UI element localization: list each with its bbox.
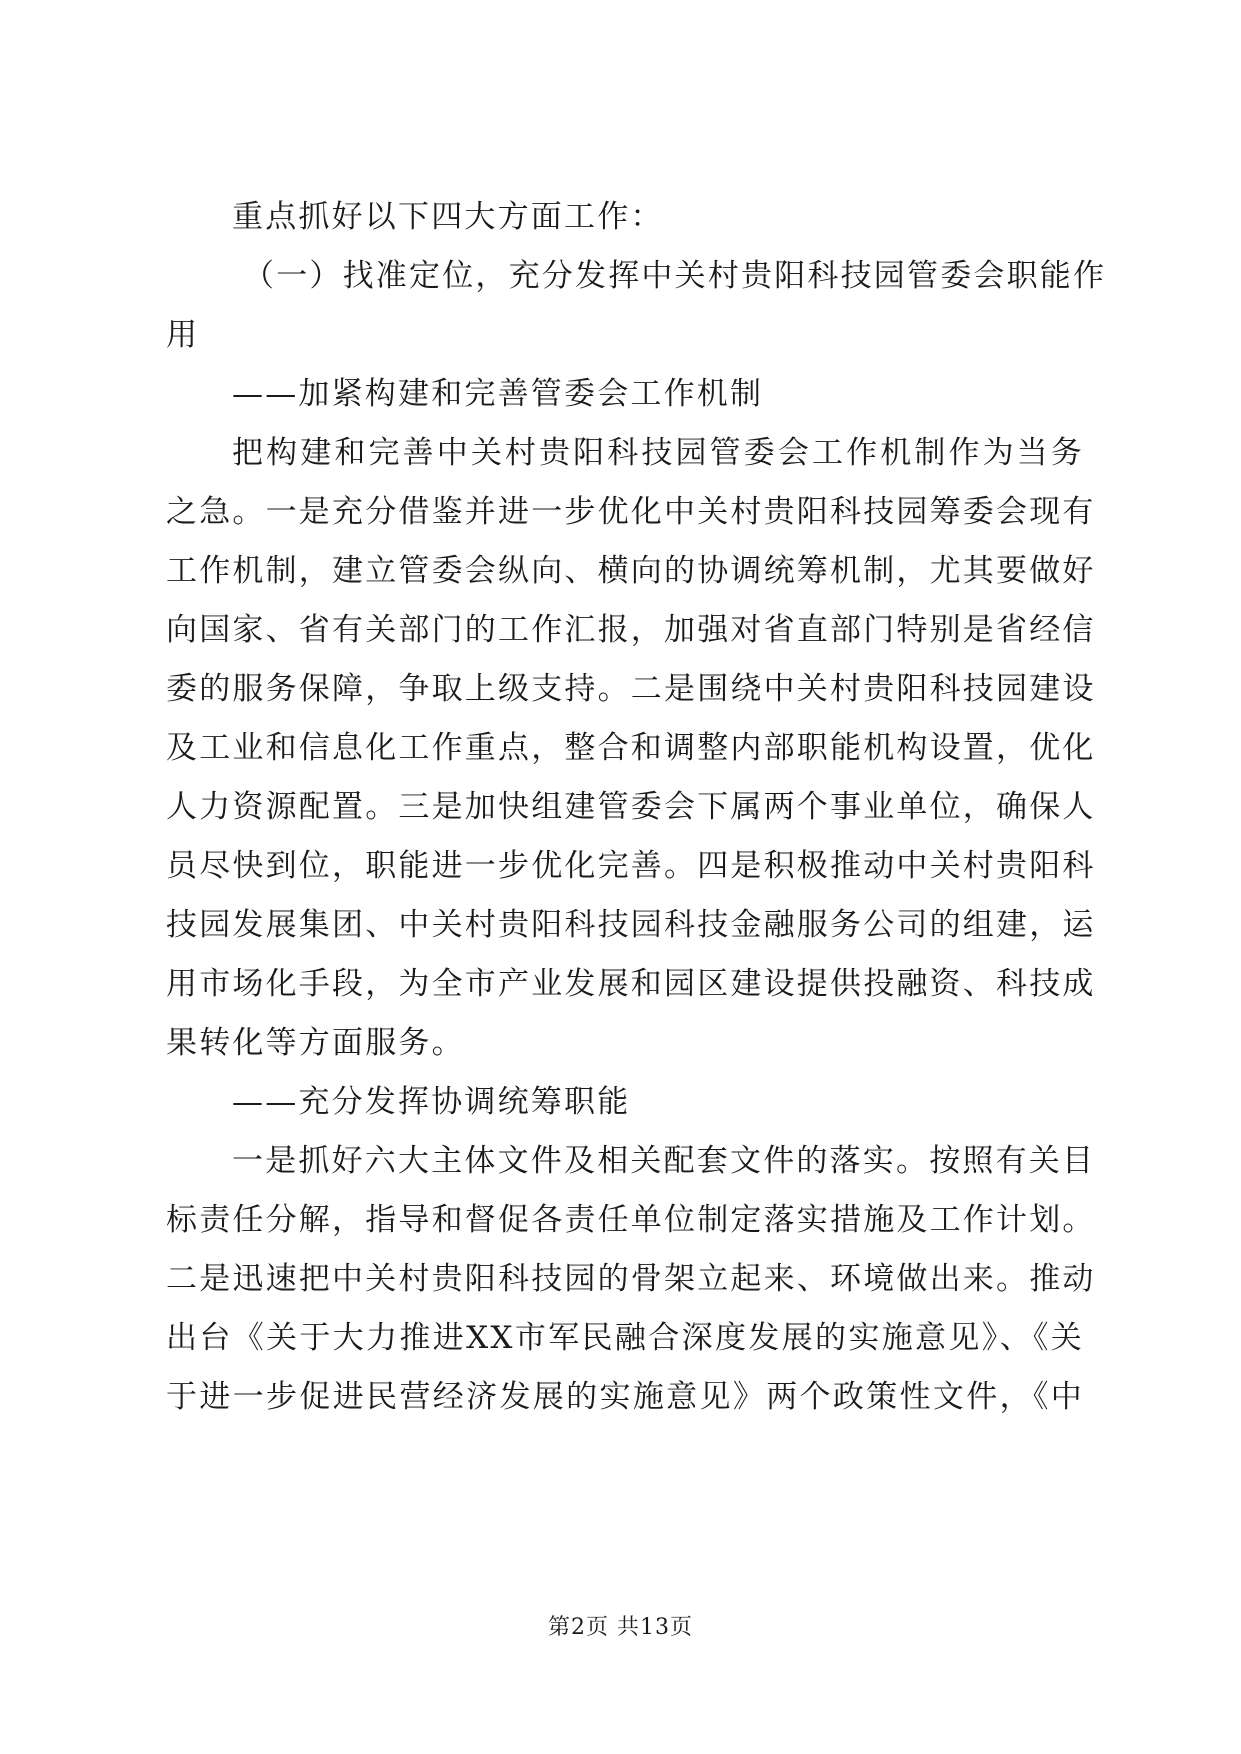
paragraph-2-line-5: 于进一步促进民营经济发展的实施意见》两个政策性文件，《中 (166, 1379, 1084, 1415)
paragraph-1-line-8: 员尽快到位，职能进一步优化完善。四是积极推动中关村贵阳科 (166, 848, 1096, 884)
paragraph-1-line-6: 及工业和信息化工作重点，整合和调整内部职能机构设置，优化 (166, 730, 1096, 766)
subheading-2: ——充分发挥协调统筹职能 (232, 1084, 631, 1120)
paragraph-1-line-3: 工作机制，建立管委会纵向、横向的协调统筹机制，尤其要做好 (166, 553, 1096, 589)
subheading-1: ——加紧构建和完善管委会工作机制 (232, 376, 764, 412)
paragraph-2-line-2: 标责任分解，指导和督促各责任单位制定落实措施及工作计划。 (166, 1202, 1096, 1238)
section-heading-1: （一）找准定位，充分发挥中关村贵阳科技园管委会职能作 (243, 258, 1107, 294)
paragraph-1-line-11: 果转化等方面服务。 (166, 1025, 465, 1061)
paragraph-2-line-3: 二是迅速把中关村贵阳科技园的骨架立起来、环境做出来。推动 (166, 1261, 1096, 1297)
paragraph-2-line-1: 一是抓好六大主体文件及相关配套文件的落实。按照有关目 (232, 1143, 1096, 1179)
paragraph-1-line-10: 用市场化手段，为全市产业发展和园区建设提供投融资、科技成 (166, 966, 1096, 1002)
document-body (166, 188, 1107, 1427)
paragraph-1-line-9: 技园发展集团、中关村贵阳科技园科技金融服务公司的组建，运 (166, 907, 1096, 943)
paragraph-1-line-7: 人力资源配置。三是加快组建管委会下属两个事业单位，确保人 (166, 789, 1096, 825)
paragraph-2-line-4: 出台《关于大力推进XX市军民融合深度发展的实施意见》、《关 (166, 1320, 1084, 1356)
page-number-footer: 第2页 共13页 (548, 1615, 693, 1640)
paragraph-1-line-1: 把构建和完善中关村贵阳科技园管委会工作机制作为当务 (232, 435, 1084, 471)
paragraph-1-line-4: 向国家、省有关部门的工作汇报，加强对省直部门特别是省经信 (166, 612, 1096, 648)
body-line-1: 重点抓好以下四大方面工作： (232, 199, 664, 235)
paragraph-1-line-5: 委的服务保障，争取上级支持。二是围绕中关村贵阳科技园建设 (166, 671, 1096, 707)
section-heading-1-continued: 用 (166, 317, 200, 353)
paragraph-1-line-2: 之急。一是充分借鉴并进一步优化中关村贵阳科技园筹委会现有 (166, 494, 1096, 530)
